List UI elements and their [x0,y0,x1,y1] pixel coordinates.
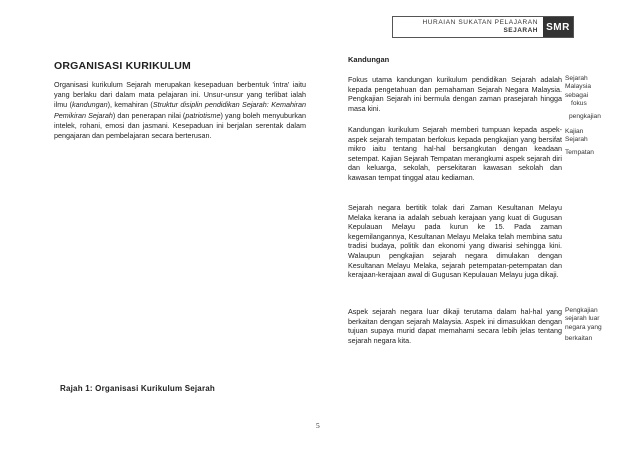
intro-paragraph [54,80,306,141]
side-note-line: Kajian [565,128,584,135]
content-heading: Kandungan [348,55,390,64]
side-note-line: Tempatan [565,148,594,156]
side-note-line: pengkajian [569,112,601,120]
side-note-line: Pengkajian [565,307,598,314]
side-note-line: fokus [571,100,587,108]
figure-caption: Rajah 1: Organisasi Kurikulum Sejarah [60,384,216,393]
paragraph-4: Aspek sejarah negara luar dikaji terutama dalam hal-hal yang berkaitan dengan sejarah Malaysia. Aspek ini dimasukkan dengan tujuan supaya murid dapat memahami secara lebih jelas tentang sejarah negara kita. [348,307,562,345]
side-note-line: berkaitan [565,335,593,343]
side-note-line: negara yang [565,323,602,331]
intro-text-b: kandungan [72,100,108,110]
page-header [392,16,574,38]
side-note-line: sebagai [565,91,589,99]
intro-text-f: patriotisme [185,110,221,120]
section-title: ORGANISASI KURIKULUM [54,60,191,72]
intro-text-g: ) yang boleh menyuburkan intelek, rohani, emosi dan jasmani. Kesepaduan ini berjalan serentak dalam pengajaran dan pembelajaran secara berterusan. [54,110,306,141]
header-text [393,17,543,37]
side-note-3 [565,307,625,344]
page-number: 5 [316,421,320,430]
side-note-line: Malaysia [565,83,592,91]
intro-text-d: Struktur disiplin pendidikan Sejarah: Kemahiran Pemikiran Sejarah [54,100,306,120]
side-note-2 [565,128,625,157]
paragraph-1: Fokus utama kandungan kurikulum pendidikan Sejarah adalah kepada pengetahuan dan pemahaman Sejarah Negara Malaysia. Pengkajian Sejarah ini bermula dengan zaman prasejarah hingga masa kini. [348,75,562,113]
paragraph-2: Kandungan kurikulum Sejarah memberi tumpuan kepada aspek-aspek sejarah tempatan berfokus kepada pengkajian yang bersifat mikro iaitu tentang hal-hal bersangkutan dengan keadaan setempat. Kajian Sejarah Tempatan merangkumi aspek sejarah diri dan keluarga, sekolah, persekitaran kawasan sekolah dan kawasan tempat tinggal atau kediaman. [348,125,562,182]
header-subject: SEJARAH [503,27,538,34]
intro-text-c: ), kemahiran ( [107,100,153,110]
side-note-line: sejarah luar [565,315,600,323]
side-note-1 [565,75,625,121]
intro-text-a: Organisasi kurikulum Sejarah merupakan kesepaduan berbentuk 'intra' iaitu yang berlaku dari dalam mata pelajaran ini. Unsur-unsur yang terlibat ialah ilmu ( [54,80,306,110]
side-note-line: Sejarah [565,136,588,144]
paragraph-3: Sejarah negara bertitik tolak dari Zaman Kesultanan Melayu Melaka kerana ia adalah sebuah kerajaan yang kuat di Gugusan Kepulauan Melayu pada kurun ke 15. Pada zaman kegemilangannya, Kesultanan Melayu Melaka telah membina satu tradisi budaya, politik dan ekonomi yang diwarisi sehingga kini. Walaupun pengkajian sejarah negara dimulakan dengan Kesultanan Melayu Melaka, sejarah petempatan-petempatan dan kerajaan-kerajaan awal di Gugusan Kepulauan Melayu juga dikaji. [348,203,562,280]
header-badge: SMR [543,17,573,37]
side-note-line: Sejarah [565,75,588,82]
intro-text-e: ) dan penerapan nilai ( [112,110,186,120]
header-title: HURAIAN SUKATAN PELAJARAN [422,19,538,26]
